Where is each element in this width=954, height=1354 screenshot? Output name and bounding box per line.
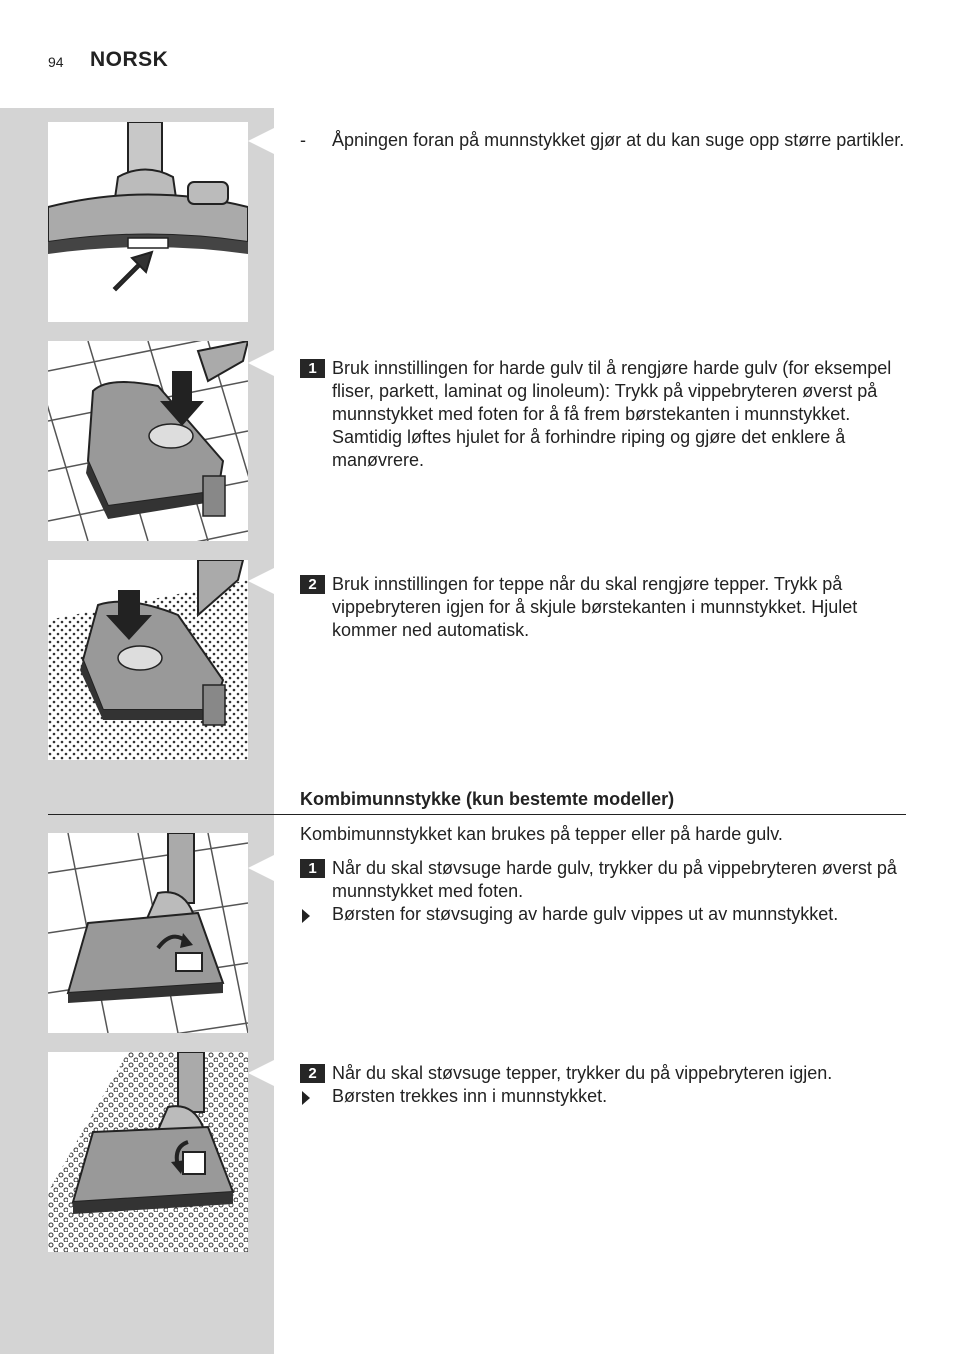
combi-step-2-text: Når du skal støvsuge tepper, trykker du på vippebryteren igjen. <box>332 1063 833 1083</box>
combi-section-title: Kombimunnstykke (kun bestemte modeller) <box>300 789 675 809</box>
combi-carpet-illustration <box>48 1052 248 1252</box>
combi-step-2 <box>300 1062 906 1108</box>
step-number: 2 <box>300 1064 325 1083</box>
page-number: 94 <box>48 54 64 70</box>
combi-hard-floor-illustration <box>48 833 248 1033</box>
carpet-instruction <box>300 573 906 642</box>
pointer-notch <box>248 128 274 154</box>
nozzle-opening-illustration <box>48 122 248 322</box>
hard-floor-setting-illustration <box>48 341 248 541</box>
dash-marker: - <box>300 130 306 150</box>
step-number: 1 <box>300 859 325 878</box>
opening-text: Åpningen foran på munnstykket gjør at du kan suge opp større partikler. <box>332 130 905 150</box>
combi-intro-text: Kombimunnstykket kan brukes på tepper eller på harde gulv. <box>300 824 783 844</box>
opening-instruction <box>300 129 906 152</box>
combi-step-2-result: Børsten trekkes inn i munnstykket. <box>332 1086 608 1106</box>
pointer-notch <box>248 855 274 881</box>
step-number: 1 <box>300 359 325 378</box>
combi-step-1 <box>300 857 906 926</box>
combi-step-1-text: Når du skal støvsuge harde gulv, trykker du på vippebryteren øverst på munnstykket med foten. <box>332 858 897 901</box>
language-heading: NORSK <box>90 48 169 71</box>
section-divider <box>48 814 906 815</box>
carpet-setting-illustration <box>48 560 248 760</box>
combi-intro <box>300 823 906 846</box>
combi-step-1-result: Børsten for støvsuging av harde gulv vippes ut av munnstykket. <box>332 904 839 924</box>
result-arrow-icon <box>302 1091 310 1105</box>
hard-floor-instruction <box>300 357 906 472</box>
result-arrow-icon <box>302 909 310 923</box>
step-number: 2 <box>300 575 325 594</box>
pointer-notch <box>248 1060 274 1086</box>
hard-floor-text: Bruk innstillingen for harde gulv til å rengjøre harde gulv (for eksempel fliser, parkett, laminat og linoleum): Trykk på vippebryteren øverst på munnstykket med foten for å få frem børstekanten i munnstykket. Samtidig løftes hjulet for å forhindre riping og gjøre det enklere å manøvrere. <box>332 358 892 470</box>
pointer-notch <box>248 350 274 376</box>
carpet-text: Bruk innstillingen for teppe når du skal rengjøre tepper. Trykk på vippebryteren igjen for å skjule børstekanten i munnstykket. Hjulet kommer ned automatisk. <box>332 574 858 640</box>
pointer-notch <box>248 568 274 594</box>
